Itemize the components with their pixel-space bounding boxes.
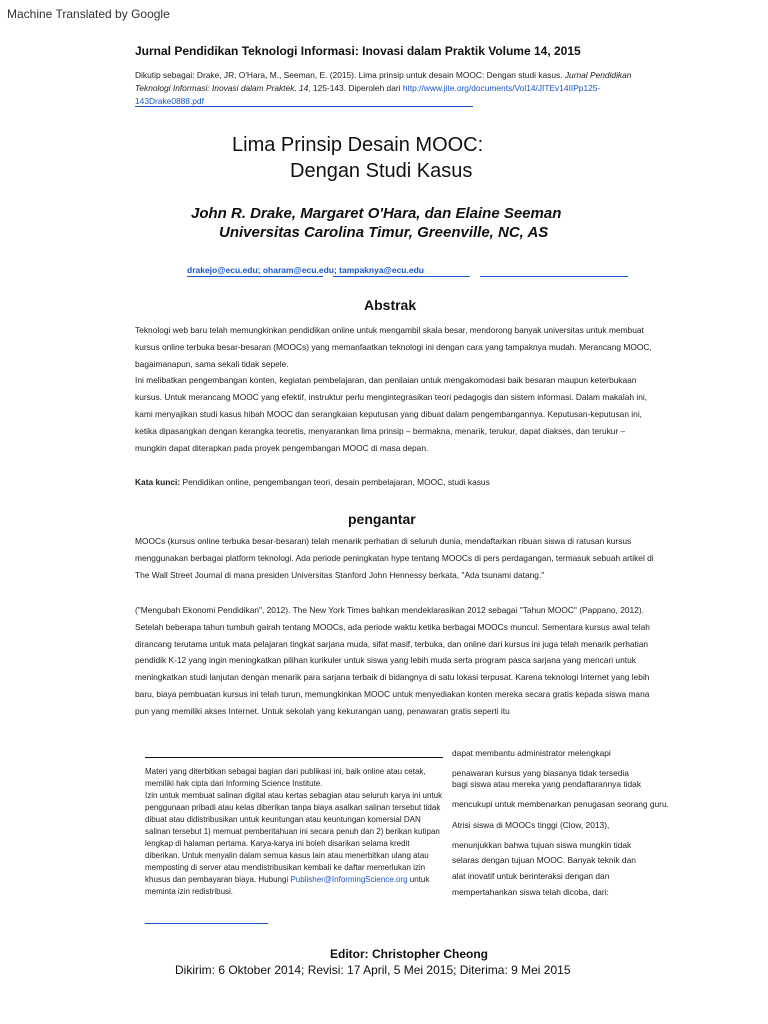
intro-paragraph: ("Mengubah Ekonomi Pendidikan", 2012). The New York Times bahkan mendeklarasikan 2012 sebagai "Tahun MOOC" (Pappano, 2012). Setelah beberapa tahun tumbuh gairah tentang MOOCs, ada periode waktu ketika berbagai MOOCs muncul. Sementara kursus awal telah dirancang terutama untuk mata pelajaran tingkat sarjana muda, sifat masif, terbuka, dan online dari kursus ini juga telah menarik perhatian pendidik K-12 yang ingin meningkatkan pilihan kurikuler untuk siswa yang lebih muda serta program pasca sarjana yang mencari untuk meningkatkan studi lanjutan dengan menarik para sarjana terbaik di bidangnya di satu lokasi terpusat. Karena teknologi Internet yang lebih baru, biaya pembuatan kursus ini telah turun, memungkinkan MOOC untuk menyediakan konten mereka secara gratis kepada siswa mana pun yang memiliki akses Internet. Untuk sekolah yang kekurangan uang, penawaran gratis seperti itu <box>135 605 650 716</box>
editor-line: Editor: Christopher Cheong <box>330 947 488 961</box>
right-column-line: dapat membantu administrator melengkapi <box>452 748 611 758</box>
affiliation: Universitas Carolina Timur, Greenville, NC, AS <box>219 224 549 241</box>
author-emails[interactable]: drakejo@ecu.edu; oharam@ecu.edu; tampaknya@ecu.edu <box>187 265 424 275</box>
authors: John R. Drake, Margaret O'Hara, dan Elaine Seeman <box>191 205 562 222</box>
right-column-line: selaras dengan tujuan MOOC. Banyak teknik dan <box>452 855 636 865</box>
right-column-line: mempertahankan siswa telah dicoba, dari: <box>452 887 609 897</box>
footnote-paragraph <box>145 790 443 898</box>
keywords <box>135 477 490 487</box>
intro-paragraph-2 <box>135 602 665 720</box>
email-underline <box>333 276 470 277</box>
abstract-paragraph: Ini melibatkan pengembangan konten, kegiatan pembelajaran, dan penilaian untuk mengakomodasi baik besaran maupun keterbukaan kursus. Untuk merancang MOOC yang efektif, instruktur perlu mengintegrasikan teori pedagogis dan sistem informasi. Dalam makalah ini, kami menyajikan studi kasus hibah MOOC dan serangkaian keputusan yang dibuat dalam pengembangannya. Keputusan-keputusan ini, ketika dipasangkan dengan kerangka teoretis, menyarankan lima prinsip – bermakna, menarik, terukur, dapat diakses, dan terukur – mungkin dapat diterapkan pada proyek pengembangan MOOC di masa depan. <box>135 375 648 453</box>
citation-text: Dikutip sebagai: Drake, JR, O'Hara, M., Seeman, E. (2015). Lima prinsip untuk desain MOOC: Dengan studi kasus. <box>135 70 563 80</box>
copyright-footnote <box>145 766 443 898</box>
paper-title-line1: Lima Prinsip Desain MOOC: <box>232 134 484 156</box>
publisher-email-underline <box>145 923 268 924</box>
footnote-tail: untuk meminta izin redistribusi. <box>145 875 430 896</box>
citation <box>135 69 655 108</box>
abstract-body <box>135 322 655 456</box>
abstract-paragraph: Teknologi web baru telah memungkinkan pendidikan online untuk mengambil skala besar, mendorong banyak universitas untuk membuat kursus online terbuka besar-besaran (MOOCs) yang memanfaatkan teknologi ini dengan cara yang tampaknya mudah. Merancang MOOC, bagaimanapun, sama sekali tidak sepele. <box>135 325 652 369</box>
email-underline <box>187 276 323 277</box>
publisher-email-link[interactable]: Publisher@InformingScience.org <box>290 875 408 884</box>
submission-dates: Dikirim: 6 Oktober 2014; Revisi: 17 April, 5 Mei 2015; Diterima: 9 Mei 2015 <box>175 963 571 977</box>
journal-header: Jurnal Pendidikan Teknologi Informasi: Inovasi dalam Praktik Volume 14, 2015 <box>135 44 581 58</box>
citation-pages: 125-143. Diperoleh dari <box>312 83 401 93</box>
right-column-line: menunjukkan bahwa tujuan siswa mungkin tidak <box>452 840 632 850</box>
keywords-text: Pendidikan online, pengembangan teori, desain pembelajaran, MOOC, studi kasus <box>182 477 490 487</box>
right-column-line: bagi siswa atau mereka yang pendaftarannya tidak <box>452 779 642 789</box>
footnote-paragraph: Materi yang diterbitkan sebagai bagian dari publikasi ini, baik online atau cetak, memiliki hak cipta dari Informing Science Institute. <box>145 767 426 788</box>
citation-link-underline <box>135 106 473 107</box>
right-column-line: mencukupi untuk membenarkan penugasan seorang guru. <box>452 799 669 809</box>
email-underline <box>480 276 628 277</box>
machine-translated-label: Machine Translated by Google <box>7 7 170 21</box>
right-column-line: Atrisi siswa di MOOCs tinggi (Clow, 2013), <box>452 820 610 830</box>
footnote-rule <box>145 757 443 758</box>
intro-heading: pengantar <box>348 511 416 527</box>
intro-paragraph-1 <box>135 533 665 583</box>
right-column-line: alat inovatif untuk berinteraksi dengan dan <box>452 871 610 881</box>
abstract-heading: Abstrak <box>364 297 417 313</box>
right-column-line: penawaran kursus yang biasanya tidak tersedia <box>452 768 629 778</box>
intro-paragraph: MOOCs (kursus online terbuka besar-besaran) telah menarik perhatian di seluruh dunia, mendaftarkan ribuan siswa di ratusan kursus menggunakan berbagai platform teknologi. Ada periode peningkatan hype tentang MOOCs di pers perdagangan, termasuk sebuah artikel di The Wall Street Journal di mana presiden Universitas Stanford John Hennessy berkata, "Ada tsunami datang." <box>135 536 654 580</box>
citation-journal: Jurnal Pendidikan Teknologi Informasi: Inovasi dalam Praktek, 14, <box>135 70 632 93</box>
footnote-text: Izin untuk membuat salinan digital atau kertas sebagian atau seluruh karya ini untuk penggunaan pribadi atau kelas diberikan tanpa biaya asalkan salinan tersebut tidak dibuat atau didistribusikan untuk keuntungan atau keuntungan komersial DAN salinan tersebut 1) memuat pemberitahuan ini secara penuh dan 2) berikan kutipan lengkap di halaman pertama. Karya-karya ini boleh disarikan selama kredit diberikan. Untuk menyalin dalam semua kasus lain atau menerbitkan ulang atau memposting di server atau mendistribusikan kembali ke daftar memerlukan izin khusus dan pembayaran biaya. Hubungi <box>145 791 443 884</box>
paper-title-line2: Dengan Studi Kasus <box>290 160 473 182</box>
citation-link[interactable]: http://www.jite.org/documents/Vol14/JITEv14IIPp125-143Drake0888.pdf <box>135 83 601 106</box>
keywords-label: Kata kunci: <box>135 477 181 487</box>
